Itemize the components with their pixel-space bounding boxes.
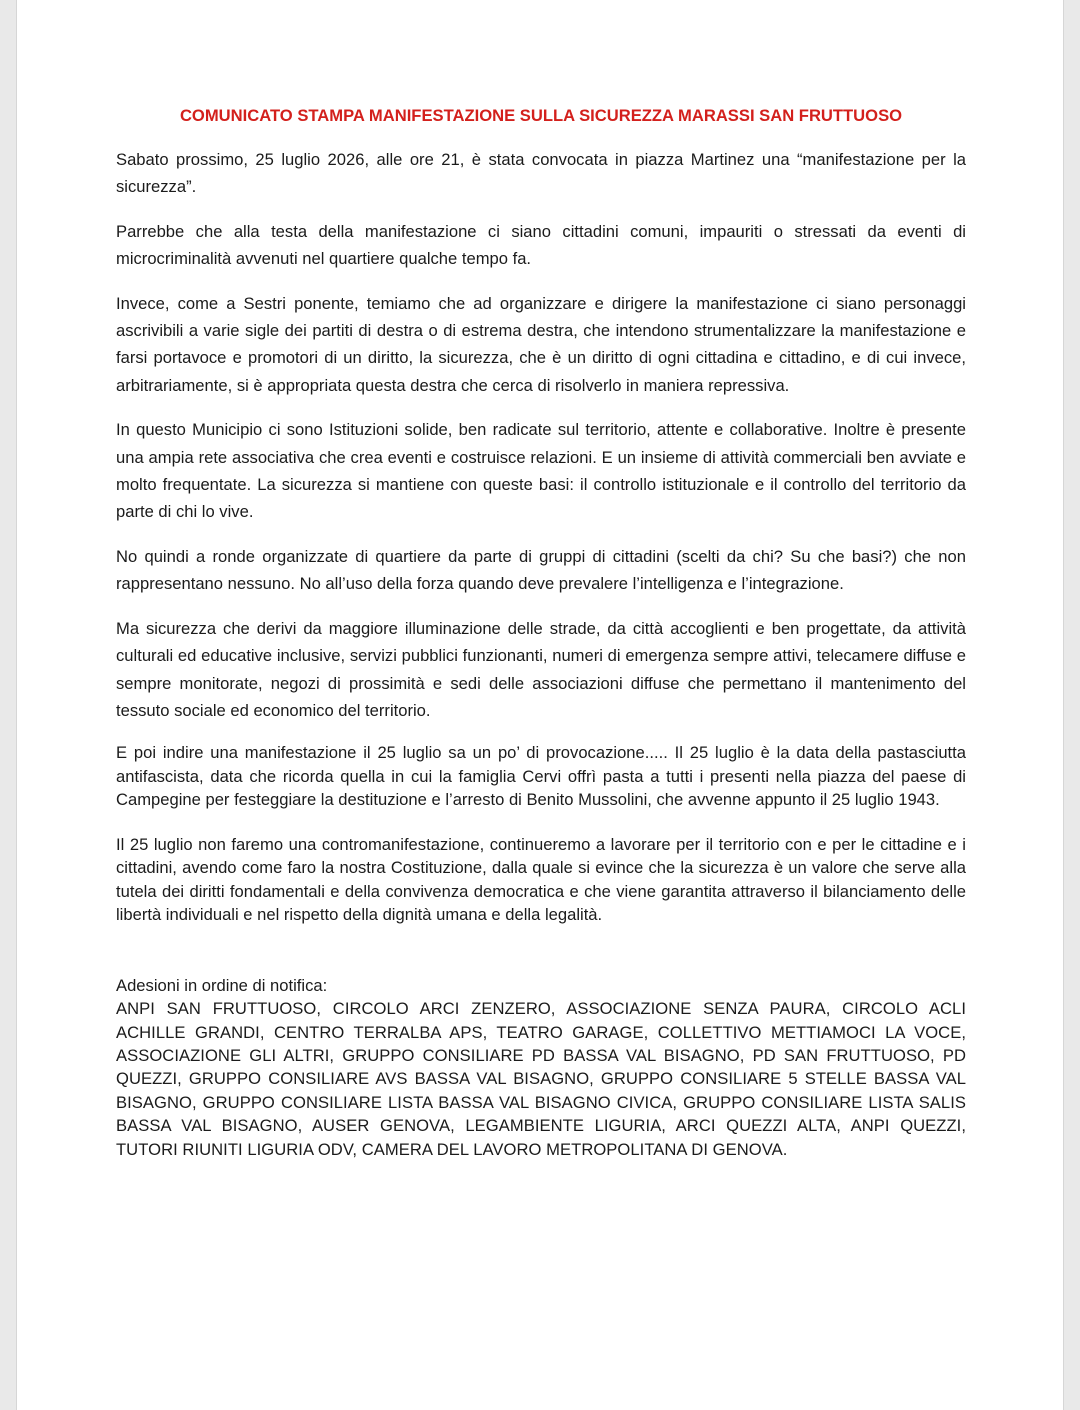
paragraph-sicurezza: Ma sicurezza che derivi da maggiore illuminazione delle strade, da città accoglienti e ben progettate, da attività culturali ed educative inclusive, servizi pubblici funzionanti, numeri di emergenza sempre attivi, telecamere diffuse e sempre monitorate, negozi di prossimità e sedi delle associazioni diffuse che permettano il mantenimento del tessuto sociale ed economico del territorio. xyxy=(116,618,966,720)
paragraph-convocazione: Sabato prossimo, 25 luglio 2026, alle ore 21, è stata convocata in piazza Martinez una “manifestazione per la sicurezza”. xyxy=(116,150,966,197)
adesioni-section xyxy=(116,974,966,1161)
adesioni-list: ANPI SAN FRUTTUOSO, CIRCOLO ARCI ZENZERO, ASSOCIAZIONE SENZA PAURA, CIRCOLO ACLI ACHILLE GRANDI, CENTRO TERRALBA APS, TEATRO GARAGE, COLLETTIVO METTIAMOCI LA VOCE, ASSOCIAZIONE GLI ALTRI, GRUPPO CONSILIARE PD BASSA VAL BISAGNO, PD SAN FRUTTUOSO, PD QUEZZI, GRUPPO CONSILIARE AVS BASSA VAL BISAGNO, GRUPPO CONSILIARE 5 STELLE BASSA VAL BISAGNO, GRUPPO CONSILIARE LISTA BASSA VAL BISAGNO CIVICA, GRUPPO CONSILIARE LISTA SALIS BASSA VAL BISAGNO, AUSER GENOVA, LEGAMBIENTE LIGURIA, ARCI QUEZZI ALTA, ANPI QUEZZI, TUTORI RIUNITI LIGURIA ODV, CAMERA DEL LAVORO METROPOLITANA DI GENOVA. xyxy=(116,999,966,1159)
document-page xyxy=(16,0,1064,1410)
document-body xyxy=(116,104,966,1161)
paragraph-destra: Invece, come a Sestri ponente, temiamo che ad organizzare e dirigere la manifestazione ci siano personaggi ascrivibili a varie sigle dei partiti di destra o di estrema destra, che intendono strumentalizzare la manifestazione e farsi portavoce e promotori di un diritto, la sicurezza, che è un diritto di ogni cittadina e cittadino, e di cui invece, arbitrariamente, si è appropriata questa destra che cerca di risolverlo in maniera repressiva. xyxy=(116,293,966,395)
paragraph-cittadini: Parrebbe che alla testa della manifestazione ci siano cittadini comuni, impauriti o stressati da eventi di microcriminalità avvenuti nel quartiere qualche tempo fa. xyxy=(116,221,966,269)
paragraph-25-luglio: E poi indire una manifestazione il 25 luglio sa un po’ di provocazione..... Il 25 luglio è la data della pastasciutta antifascista, data che ricorda quella in cui la famiglia Cervi offrì pasta a tutti i presenti nella piazza del paese di Campegine per festeggiare la destituzione e l’arresto di Benito Mussolini, che avvenne appunto il 25 luglio 1943. xyxy=(116,743,966,810)
paragraph-ronde: No quindi a ronde organizzate di quartiere da parte di gruppi di cittadini (scelti da chi? Su che basi?) che non rappresentano nessuno. No all’uso della forza quando deve prevalere l’intelligenza e l’integrazione. xyxy=(116,546,966,594)
document-title: COMUNICATO STAMPA MANIFESTAZIONE SULLA SICUREZZA MARASSI SAN FRUTTUOSO xyxy=(179,106,903,125)
paragraph-costituzione: Il 25 luglio non faremo una contromanifestazione, continueremo a lavorare per il territorio con e per le cittadine e i cittadini, avendo come faro la nostra Costituzione, dalla quale si evince che la sicurezza è un valore che serve alla tutela dei diritti fondamentali e della convivenza democratica e che viene garantita attraverso il bilanciamento delle libertà individuali e nel rispetto della dignità umana e della legalità. xyxy=(116,834,966,925)
adesioni-label: Adesioni in ordine di notifica: xyxy=(116,975,328,995)
paragraph-municipio: In questo Municipio ci sono Istituzioni solide, ben radicate sul territorio, attente e collaborative. Inoltre è presente una ampia rete associativa che crea eventi e costruisce relazioni. E un insieme di attività commerciali ben avviate e molto frequentate. La sicurezza si mantiene con queste basi: il controllo istituzionale e il controllo del territorio da parte di chi lo vive. xyxy=(116,420,966,522)
